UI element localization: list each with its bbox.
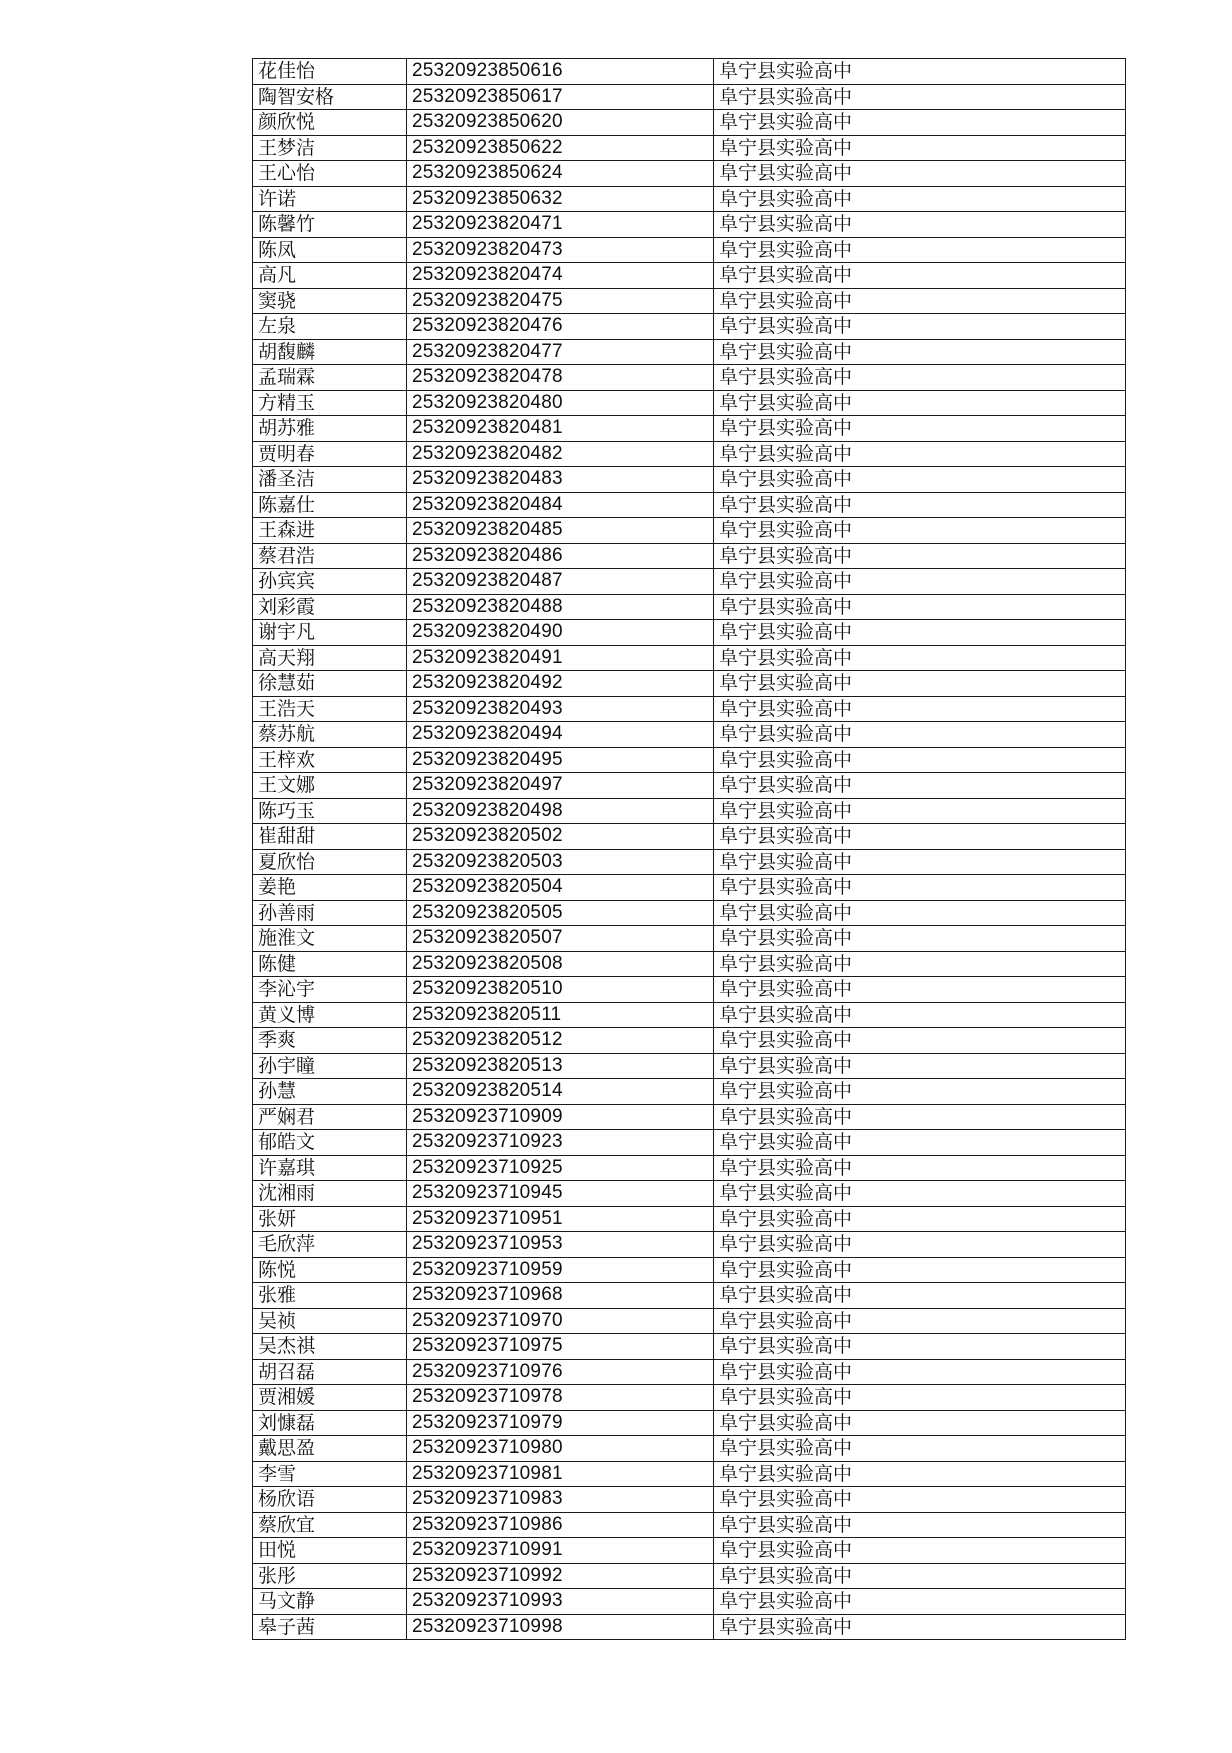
student-name-cell: 夏欣怡 xyxy=(253,849,407,875)
school-name-cell: 阜宁县实验高中 xyxy=(714,1155,1126,1181)
exam-number-cell: 25320923820486 xyxy=(407,543,714,569)
table-row xyxy=(253,1334,1126,1360)
exam-number-cell: 25320923820476 xyxy=(407,314,714,340)
exam-number-cell: 25320923820503 xyxy=(407,849,714,875)
table-row xyxy=(253,722,1126,748)
table-row xyxy=(253,84,1126,110)
student-name-cell: 陈巧玉 xyxy=(253,798,407,824)
student-name-cell: 高凡 xyxy=(253,263,407,289)
school-name-cell: 阜宁县实验高中 xyxy=(714,696,1126,722)
school-name-cell: 阜宁县实验高中 xyxy=(714,1461,1126,1487)
student-name-cell: 姜艳 xyxy=(253,875,407,901)
student-name-cell: 许嘉琪 xyxy=(253,1155,407,1181)
student-name-cell: 蔡苏航 xyxy=(253,722,407,748)
school-name-cell: 阜宁县实验高中 xyxy=(714,161,1126,187)
student-name-cell: 王心怡 xyxy=(253,161,407,187)
school-name-cell: 阜宁县实验高中 xyxy=(714,1257,1126,1283)
table-row xyxy=(253,645,1126,671)
exam-number-cell: 25320923710983 xyxy=(407,1487,714,1513)
table-row xyxy=(253,1614,1126,1640)
school-name-cell: 阜宁县实验高中 xyxy=(714,84,1126,110)
student-name-cell: 陈嘉仕 xyxy=(253,492,407,518)
table-row xyxy=(253,1155,1126,1181)
school-name-cell: 阜宁县实验高中 xyxy=(714,900,1126,926)
table-row xyxy=(253,135,1126,161)
student-name-cell: 陈悦 xyxy=(253,1257,407,1283)
exam-number-cell: 25320923850632 xyxy=(407,186,714,212)
table-row xyxy=(253,467,1126,493)
school-name-cell: 阜宁县实验高中 xyxy=(714,1079,1126,1105)
student-name-cell: 沈湘雨 xyxy=(253,1181,407,1207)
exam-number-cell: 25320923820481 xyxy=(407,416,714,442)
exam-number-cell: 25320923710975 xyxy=(407,1334,714,1360)
school-name-cell: 阜宁县实验高中 xyxy=(714,1410,1126,1436)
table-row xyxy=(253,1130,1126,1156)
student-name-cell: 贾明春 xyxy=(253,441,407,467)
exam-number-cell: 25320923820514 xyxy=(407,1079,714,1105)
student-name-cell: 王森进 xyxy=(253,518,407,544)
student-name-cell: 谢宇凡 xyxy=(253,620,407,646)
school-name-cell: 阜宁县实验高中 xyxy=(714,1206,1126,1232)
table-row xyxy=(253,900,1126,926)
exam-number-cell: 25320923820492 xyxy=(407,671,714,697)
student-name-cell: 高天翔 xyxy=(253,645,407,671)
school-name-cell: 阜宁县实验高中 xyxy=(714,467,1126,493)
school-name-cell: 阜宁县实验高中 xyxy=(714,59,1126,85)
school-name-cell: 阜宁县实验高中 xyxy=(714,543,1126,569)
table-row xyxy=(253,1028,1126,1054)
student-name-cell: 崔甜甜 xyxy=(253,824,407,850)
exam-number-cell: 25320923710976 xyxy=(407,1359,714,1385)
exam-number-cell: 25320923820482 xyxy=(407,441,714,467)
table-row xyxy=(253,1487,1126,1513)
school-name-cell: 阜宁县实验高中 xyxy=(714,620,1126,646)
table-row xyxy=(253,1283,1126,1309)
school-name-cell: 阜宁县实验高中 xyxy=(714,1028,1126,1054)
table-row xyxy=(253,1053,1126,1079)
student-name-cell: 施淮文 xyxy=(253,926,407,952)
school-name-cell: 阜宁县实验高中 xyxy=(714,1053,1126,1079)
student-name-cell: 张彤 xyxy=(253,1563,407,1589)
table-row xyxy=(253,416,1126,442)
exam-number-cell: 25320923820483 xyxy=(407,467,714,493)
student-name-cell: 胡召磊 xyxy=(253,1359,407,1385)
table-row xyxy=(253,390,1126,416)
school-name-cell: 阜宁县实验高中 xyxy=(714,237,1126,263)
table-row xyxy=(253,1410,1126,1436)
school-name-cell: 阜宁县实验高中 xyxy=(714,1334,1126,1360)
table-row xyxy=(253,263,1126,289)
exam-number-cell: 25320923820498 xyxy=(407,798,714,824)
school-name-cell: 阜宁县实验高中 xyxy=(714,1436,1126,1462)
exam-number-cell: 25320923710953 xyxy=(407,1232,714,1258)
exam-number-cell: 25320923710979 xyxy=(407,1410,714,1436)
student-name-cell: 孟瑞霖 xyxy=(253,365,407,391)
table-row xyxy=(253,543,1126,569)
school-name-cell: 阜宁县实验高中 xyxy=(714,926,1126,952)
student-name-cell: 陶智安格 xyxy=(253,84,407,110)
school-name-cell: 阜宁县实验高中 xyxy=(714,135,1126,161)
school-name-cell: 阜宁县实验高中 xyxy=(714,977,1126,1003)
school-name-cell: 阜宁县实验高中 xyxy=(714,645,1126,671)
table-row xyxy=(253,59,1126,85)
school-name-cell: 阜宁县实验高中 xyxy=(714,569,1126,595)
school-name-cell: 阜宁县实验高中 xyxy=(714,416,1126,442)
exam-number-cell: 25320923850620 xyxy=(407,110,714,136)
student-name-cell: 左泉 xyxy=(253,314,407,340)
exam-number-cell: 25320923820480 xyxy=(407,390,714,416)
school-name-cell: 阜宁县实验高中 xyxy=(714,492,1126,518)
exam-number-cell: 25320923710959 xyxy=(407,1257,714,1283)
table-row xyxy=(253,671,1126,697)
table-row xyxy=(253,951,1126,977)
table-row xyxy=(253,518,1126,544)
student-name-cell: 方精玉 xyxy=(253,390,407,416)
exam-number-cell: 25320923710970 xyxy=(407,1308,714,1334)
student-name-cell: 孙慧 xyxy=(253,1079,407,1105)
school-name-cell: 阜宁县实验高中 xyxy=(714,1181,1126,1207)
exam-number-cell: 25320923710909 xyxy=(407,1104,714,1130)
school-name-cell: 阜宁县实验高中 xyxy=(714,951,1126,977)
student-name-cell: 陈馨竹 xyxy=(253,212,407,238)
student-name-cell: 贾湘媛 xyxy=(253,1385,407,1411)
school-name-cell: 阜宁县实验高中 xyxy=(714,288,1126,314)
student-name-cell: 徐慧茹 xyxy=(253,671,407,697)
student-name-cell: 毛欣萍 xyxy=(253,1232,407,1258)
table-row xyxy=(253,339,1126,365)
exam-number-cell: 25320923710980 xyxy=(407,1436,714,1462)
school-name-cell: 阜宁县实验高中 xyxy=(714,722,1126,748)
table-row xyxy=(253,824,1126,850)
school-name-cell: 阜宁县实验高中 xyxy=(714,747,1126,773)
exam-number-cell: 25320923710992 xyxy=(407,1563,714,1589)
student-name-cell: 严娴君 xyxy=(253,1104,407,1130)
school-name-cell: 阜宁县实验高中 xyxy=(714,1487,1126,1513)
school-name-cell: 阜宁县实验高中 xyxy=(714,441,1126,467)
school-name-cell: 阜宁县实验高中 xyxy=(714,263,1126,289)
exam-number-cell: 25320923820494 xyxy=(407,722,714,748)
exam-number-cell: 25320923820487 xyxy=(407,569,714,595)
table-row xyxy=(253,773,1126,799)
student-name-cell: 王梓欢 xyxy=(253,747,407,773)
exam-number-cell: 25320923820504 xyxy=(407,875,714,901)
school-name-cell: 阜宁县实验高中 xyxy=(714,1232,1126,1258)
school-name-cell: 阜宁县实验高中 xyxy=(714,339,1126,365)
roster-table-body xyxy=(253,59,1126,1640)
school-name-cell: 阜宁县实验高中 xyxy=(714,365,1126,391)
school-name-cell: 阜宁县实验高中 xyxy=(714,1283,1126,1309)
exam-number-cell: 25320923820490 xyxy=(407,620,714,646)
school-name-cell: 阜宁县实验高中 xyxy=(714,875,1126,901)
student-name-cell: 皋子茜 xyxy=(253,1614,407,1640)
exam-number-cell: 25320923820495 xyxy=(407,747,714,773)
student-name-cell: 马文静 xyxy=(253,1589,407,1615)
school-name-cell: 阜宁县实验高中 xyxy=(714,1385,1126,1411)
school-name-cell: 阜宁县实验高中 xyxy=(714,518,1126,544)
exam-number-cell: 25320923850624 xyxy=(407,161,714,187)
table-row xyxy=(253,977,1126,1003)
exam-number-cell: 25320923710968 xyxy=(407,1283,714,1309)
table-row xyxy=(253,186,1126,212)
school-name-cell: 阜宁县实验高中 xyxy=(714,1002,1126,1028)
exam-number-cell: 25320923820508 xyxy=(407,951,714,977)
table-row xyxy=(253,875,1126,901)
exam-number-cell: 25320923850622 xyxy=(407,135,714,161)
table-row xyxy=(253,620,1126,646)
table-row xyxy=(253,1232,1126,1258)
school-name-cell: 阜宁县实验高中 xyxy=(714,1512,1126,1538)
exam-number-cell: 25320923820493 xyxy=(407,696,714,722)
table-row xyxy=(253,1512,1126,1538)
table-row xyxy=(253,849,1126,875)
student-name-cell: 潘圣洁 xyxy=(253,467,407,493)
student-name-cell: 孙善雨 xyxy=(253,900,407,926)
school-name-cell: 阜宁县实验高中 xyxy=(714,1563,1126,1589)
student-name-cell: 孙宾宾 xyxy=(253,569,407,595)
exam-number-cell: 25320923710991 xyxy=(407,1538,714,1564)
student-name-cell: 胡馥麟 xyxy=(253,339,407,365)
table-row xyxy=(253,237,1126,263)
exam-number-cell: 25320923820485 xyxy=(407,518,714,544)
exam-number-cell: 25320923850617 xyxy=(407,84,714,110)
student-name-cell: 花佳怡 xyxy=(253,59,407,85)
student-name-cell: 刘彩霞 xyxy=(253,594,407,620)
exam-number-cell: 25320923820510 xyxy=(407,977,714,1003)
school-name-cell: 阜宁县实验高中 xyxy=(714,110,1126,136)
exam-number-cell: 25320923820502 xyxy=(407,824,714,850)
school-name-cell: 阜宁县实验高中 xyxy=(714,773,1126,799)
exam-number-cell: 25320923710925 xyxy=(407,1155,714,1181)
exam-number-cell: 25320923820488 xyxy=(407,594,714,620)
student-name-cell: 陈凤 xyxy=(253,237,407,263)
student-name-cell: 窦骁 xyxy=(253,288,407,314)
table-row xyxy=(253,161,1126,187)
exam-number-cell: 25320923850616 xyxy=(407,59,714,85)
exam-number-cell: 25320923820507 xyxy=(407,926,714,952)
student-name-cell: 胡苏雅 xyxy=(253,416,407,442)
school-name-cell: 阜宁县实验高中 xyxy=(714,1538,1126,1564)
table-row xyxy=(253,1461,1126,1487)
school-name-cell: 阜宁县实验高中 xyxy=(714,1589,1126,1615)
student-name-cell: 王梦洁 xyxy=(253,135,407,161)
school-name-cell: 阜宁县实验高中 xyxy=(714,1308,1126,1334)
table-row xyxy=(253,212,1126,238)
table-row xyxy=(253,696,1126,722)
student-name-cell: 田悦 xyxy=(253,1538,407,1564)
school-name-cell: 阜宁县实验高中 xyxy=(714,849,1126,875)
table-row xyxy=(253,1563,1126,1589)
school-name-cell: 阜宁县实验高中 xyxy=(714,1359,1126,1385)
student-name-cell: 蔡欣宜 xyxy=(253,1512,407,1538)
table-row xyxy=(253,314,1126,340)
student-name-cell: 蔡君浩 xyxy=(253,543,407,569)
table-row xyxy=(253,1385,1126,1411)
table-row xyxy=(253,1436,1126,1462)
student-name-cell: 张妍 xyxy=(253,1206,407,1232)
table-row xyxy=(253,926,1126,952)
table-row xyxy=(253,594,1126,620)
student-name-cell: 黄义博 xyxy=(253,1002,407,1028)
student-name-cell: 季爽 xyxy=(253,1028,407,1054)
table-row xyxy=(253,798,1126,824)
school-name-cell: 阜宁县实验高中 xyxy=(714,314,1126,340)
exam-number-cell: 25320923820497 xyxy=(407,773,714,799)
student-name-cell: 陈健 xyxy=(253,951,407,977)
exam-number-cell: 25320923820491 xyxy=(407,645,714,671)
exam-number-cell: 25320923820505 xyxy=(407,900,714,926)
table-row xyxy=(253,1538,1126,1564)
exam-number-cell: 25320923820512 xyxy=(407,1028,714,1054)
exam-number-cell: 25320923820475 xyxy=(407,288,714,314)
exam-number-cell: 25320923710978 xyxy=(407,1385,714,1411)
table-row xyxy=(253,1002,1126,1028)
student-name-cell: 颜欣悦 xyxy=(253,110,407,136)
table-row xyxy=(253,288,1126,314)
school-name-cell: 阜宁县实验高中 xyxy=(714,594,1126,620)
exam-number-cell: 25320923820513 xyxy=(407,1053,714,1079)
exam-number-cell: 25320923820477 xyxy=(407,339,714,365)
exam-number-cell: 25320923710951 xyxy=(407,1206,714,1232)
student-name-cell: 杨欣语 xyxy=(253,1487,407,1513)
student-roster-table xyxy=(252,58,1126,1640)
school-name-cell: 阜宁县实验高中 xyxy=(714,671,1126,697)
table-row xyxy=(253,110,1126,136)
student-name-cell: 张雅 xyxy=(253,1283,407,1309)
table-row xyxy=(253,1206,1126,1232)
student-name-cell: 李沁宇 xyxy=(253,977,407,1003)
school-name-cell: 阜宁县实验高中 xyxy=(714,798,1126,824)
student-name-cell: 吴杰祺 xyxy=(253,1334,407,1360)
exam-number-cell: 25320923710945 xyxy=(407,1181,714,1207)
table-row xyxy=(253,441,1126,467)
table-row xyxy=(253,1359,1126,1385)
student-name-cell: 吴祯 xyxy=(253,1308,407,1334)
school-name-cell: 阜宁县实验高中 xyxy=(714,824,1126,850)
student-name-cell: 刘慷磊 xyxy=(253,1410,407,1436)
exam-number-cell: 25320923710998 xyxy=(407,1614,714,1640)
student-name-cell: 王浩天 xyxy=(253,696,407,722)
exam-number-cell: 25320923710981 xyxy=(407,1461,714,1487)
table-row xyxy=(253,1308,1126,1334)
table-row xyxy=(253,747,1126,773)
student-name-cell: 许诺 xyxy=(253,186,407,212)
exam-number-cell: 25320923710986 xyxy=(407,1512,714,1538)
exam-number-cell: 25320923710993 xyxy=(407,1589,714,1615)
school-name-cell: 阜宁县实验高中 xyxy=(714,1104,1126,1130)
exam-number-cell: 25320923710923 xyxy=(407,1130,714,1156)
table-row xyxy=(253,1104,1126,1130)
table-row xyxy=(253,492,1126,518)
school-name-cell: 阜宁县实验高中 xyxy=(714,1614,1126,1640)
exam-number-cell: 25320923820474 xyxy=(407,263,714,289)
table-row xyxy=(253,569,1126,595)
table-row xyxy=(253,1257,1126,1283)
table-row xyxy=(253,365,1126,391)
student-name-cell: 李雪 xyxy=(253,1461,407,1487)
exam-number-cell: 25320923820478 xyxy=(407,365,714,391)
student-name-cell: 王文娜 xyxy=(253,773,407,799)
student-name-cell: 戴思盈 xyxy=(253,1436,407,1462)
exam-number-cell: 25320923820511 xyxy=(407,1002,714,1028)
school-name-cell: 阜宁县实验高中 xyxy=(714,1130,1126,1156)
school-name-cell: 阜宁县实验高中 xyxy=(714,390,1126,416)
student-name-cell: 孙宇瞳 xyxy=(253,1053,407,1079)
exam-number-cell: 25320923820484 xyxy=(407,492,714,518)
table-row xyxy=(253,1079,1126,1105)
table-row xyxy=(253,1589,1126,1615)
student-name-cell: 郁皓文 xyxy=(253,1130,407,1156)
exam-number-cell: 25320923820471 xyxy=(407,212,714,238)
school-name-cell: 阜宁县实验高中 xyxy=(714,212,1126,238)
table-row xyxy=(253,1181,1126,1207)
school-name-cell: 阜宁县实验高中 xyxy=(714,186,1126,212)
exam-number-cell: 25320923820473 xyxy=(407,237,714,263)
